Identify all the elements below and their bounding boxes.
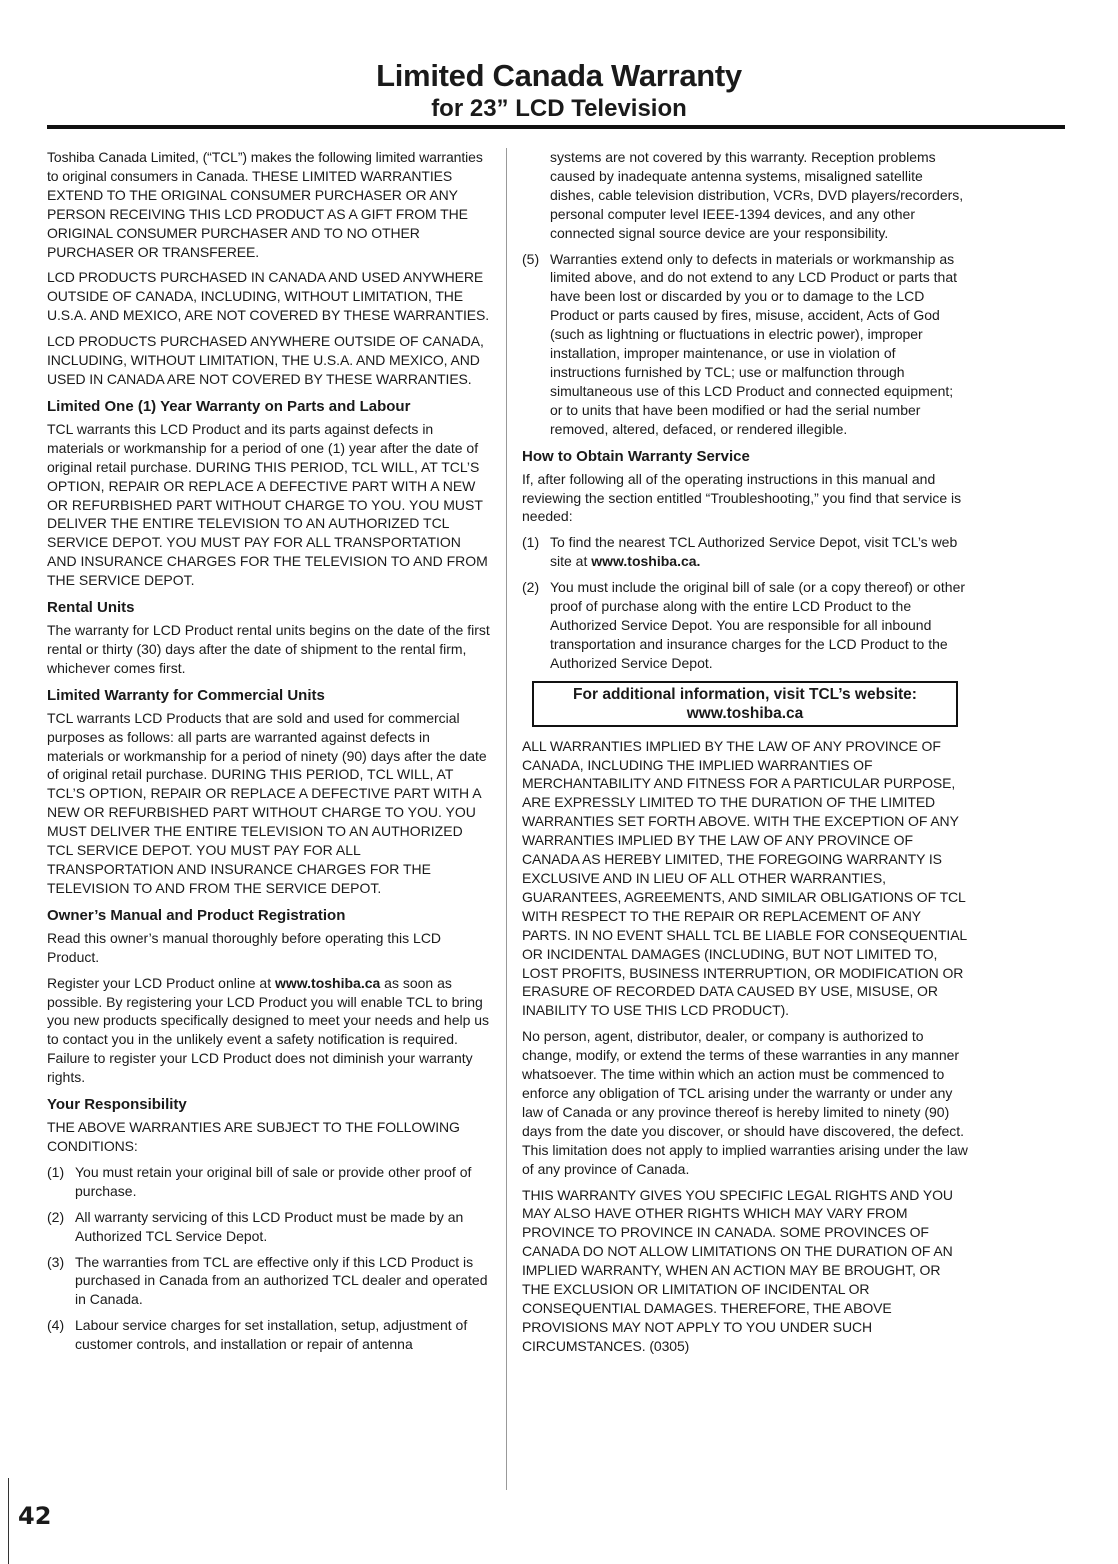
one-year-warranty-heading: Limited One (1) Year Warranty on Parts and Labour [47,397,411,415]
additional-info-label: For additional information, visit TCL’s website: [573,685,917,703]
page-title: Limited Canada Warranty [376,58,742,93]
condition-number: (3) [47,1253,65,1270]
service-step-item [522,533,968,571]
additional-info-link[interactable]: www.toshiba.ca [686,704,804,722]
commercial-units-paragraph: TCL warrants LCD Products that are sold and used for commercial purposes as follows: all parts are warranted against defects in materials or workmanship for a period of ninety (90) days after the date of original retail purchase. DURING THIS PERIOD, TCL WILL, AT TCL’S OPTION, REPAIR OR REPLACE A DEFECTIVE PART WITH A NEW OR REFURBISHED PART WITHOUT CHARGE TO YOU. YOU MUST DELIVER THE ENTIRE TELEVISION TO AN AUTHORIZED TCL SERVICE DEPOT. YOU MUST PAY FOR ALL TRANSPORTATION AND INSURANCE CHARGES FOR THE TELEVISION TO AND FROM THE SERVICE DEPOT. [47,709,487,896]
service-step-item [522,578,968,673]
responsibility-heading: Your Responsibility [47,1096,187,1114]
condition-text: Warranties extend only to defects in materials or workmanship as limited above, and do not extend to any LCD Product or parts that have been lost or discarded by you or to damage to the LCD Product or parts caused by fires, misuse, accident, Acts of God (such as lightning or fluctuations in electric power), improper installation, improper maintenance, or use in violation of instructions furnished by TCL; use or malfunction through simultaneous use of this LCD Product and connected equipment; or to units that have been modified or had the serial number removed, altered, defaced, or rendered illegible. [550,250,958,437]
service-step-text: You must include the original bill of sale (or a copy thereof) or other proof of purchase along with the entire LCD Product to the Authorized Service Depot. You are responsible for all inbound transportation and insurance charges for the LCD Product to the Authorized Service Depot. [550,579,966,671]
one-year-warranty-paragraph: TCL warrants this LCD Product and its parts against defects in materials or workmanship for a period of one (1) year after the date of original retail purchase. DURING THIS PERIOD, TCL WILL, AT TCL’S OPTION, REPAIR OR REPLACE A DEFECTIVE PART WITH A NEW OR REFURBISHED PART WITHOUT CHARGE TO YOU. YOU MUST DELIVER THE ENTIRE TELEVISION TO AN AUTHORIZED TCL SERVICE DEPOT. YOU MUST PAY FOR ALL TRANSPORTATION AND INSURANCE CHARGES FOR THE TELEVISION TO AND FROM THE SERVICE DEPOT. [47,420,488,589]
condition-text: The warranties from TCL are effective only if this LCD Product is purchased in Canada from an authorized TCL dealer and operated in Canada. [75,1253,488,1308]
toshiba-website-link[interactable]: www.toshiba.ca [275,974,381,991]
page-number-bar [8,1478,9,1564]
title-rule [47,125,1065,129]
condition-item [47,1253,490,1310]
right-column [522,148,968,1363]
condition-item [47,1208,490,1246]
condition-number: (5) [522,250,540,267]
manual-paragraph: Read this owner’s manual thoroughly before operating this LCD Product. [47,929,442,965]
condition-text: You must retain your original bill of sale or provide other proof of purchase. [75,1163,472,1199]
condition-number: (2) [47,1208,65,1225]
service-step-text: To find the nearest TCL Authorized Service Depot, visit TCL’s web site at [550,534,958,570]
service-step-number: (2) [522,579,540,596]
condition-item [47,1316,490,1354]
condition-item [522,250,968,439]
page-number: 42 [18,1502,52,1530]
register-paragraph [47,974,490,1087]
no-person-paragraph: No person, agent, distributor, dealer, or company is authorized to change, modify, or extend the terms of these warranties in any manner whatsoever. The time within which an action must be commenced to enforce any obligation of TCL arising under the warranty or under any law of Canada or any province thereof is hereby limited to ninety (90) days from the date you discover, or should have discovered, the defect. This limitation does not apply to implied warranties arising under the law of any province of Canada. [522,1028,968,1177]
toshiba-website-link[interactable]: www.toshiba.ca. [591,553,701,570]
condition-item-continued [522,148,968,243]
condition-4-continued-text: systems are not covered by this warranty. Reception problems caused by inadequate antenna systems, misaligned satellite dishes, cable television distribution, VCRs, DVD players/recorders, personal computer level IEEE-1394 devices, and any other connected signal source device are your responsibility. [550,149,964,241]
commercial-units-heading: Limited Warranty for Commercial Units [47,686,325,704]
responsibility-paragraph: THE ABOVE WARRANTIES ARE SUBJECT TO THE FOLLOWING CONDITIONS: [47,1119,460,1154]
condition-number: (4) [47,1317,65,1334]
register-text-a: Register your LCD Product online at [47,974,275,991]
condition-number: (1) [47,1163,65,1180]
left-column [47,148,490,1361]
intro-paragraph: Toshiba Canada Limited, (“TCL”) makes the following limited warranties to original consumers in Canada. THESE LIMITED WARRANTIES EXTEND TO THE ORIGINAL CONSUMER PURCHASER OR ANY PERSON RECEIVING THIS LCD PRODUCT AS A GIFT FROM THE ORIGINAL CONSUMER PURCHASER AND TO NO OTHER PURCHASER OR TRANSFEREE. [47,149,483,260]
service-step-number: (1) [522,534,540,551]
condition-text: Labour service charges for set installation, setup, adjustment of customer controls, and installation or repair of antenna [75,1317,468,1353]
rental-units-paragraph: The warranty for LCD Product rental units begins on the date of the first rental or thirty (30) days after the date of shipment to the rental firm, whichever comes first. [47,622,490,676]
obtain-service-paragraph: If, after following all of the operating instructions in this manual and reviewing the section entitled “Troubleshooting,” you find that service is needed: [522,470,962,525]
implied-warranties-paragraph: ALL WARRANTIES IMPLIED BY THE LAW OF ANY PROVINCE OF CANADA, INCLUDING THE IMPLIED WARRANTIES OF MERCHANTABILITY AND FITNESS FOR A PARTICULAR PURPOSE, ARE EXPRESSLY LIMITED TO THE DURATION OF THE LIMITED WARRANTIES SET FORTH ABOVE. WITH THE EXCEPTION OF ANY WARRANTIES IMPLIED BY THE LAW OF ANY PROVINCE OF CANADA AS HEREBY LIMITED, THE FOREGOING WARRANTY IS EXCLUSIVE AND IN LIEU OF ALL OTHER WARRANTIES, GUARANTEES, AGREEMENTS, AND SIMILAR OBLIGATIONS OF TCL WITH RESPECT TO THE REPAIR OR REPLACEMENT OF ANY PARTS. IN NO EVENT SHALL TCL BE LIABLE FOR CONSEQUENTIAL OR INCIDENTAL DAMAGES (INCLUDING, BUT NOT LIMITED TO, LOST PROFITS, BUSINESS INTERRUPTION, OR MODIFICATION OR ERASURE OF RECORDED DATA CAUSED BY USE, MISUSE, OR INABILITY TO USE THIS LCD PRODUCT). [522,737,967,1019]
page-subtitle: for 23” LCD Television [431,95,687,122]
outside-purchase-paragraph: LCD PRODUCTS PURCHASED ANYWHERE OUTSIDE OF CANADA, INCLUDING, WITHOUT LIMITATION, THE U.S.A. AND MEXICO, AND USED IN CANADA ARE NOT COVERED BY THESE WARRANTIES. [47,333,484,387]
obtain-service-heading: How to Obtain Warranty Service [522,447,750,465]
rental-units-heading: Rental Units [47,599,135,617]
condition-text: All warranty servicing of this LCD Product must be made by an Authorized TCL Service Depot. [75,1208,464,1244]
canada-use-paragraph: LCD PRODUCTS PURCHASED IN CANADA AND USED ANYWHERE OUTSIDE OF CANADA, INCLUDING, WITHOUT LIMITATION, THE U.S.A. AND MEXICO, ARE NOT COVERED BY THESE WARRANTIES. [47,269,490,324]
manual-registration-heading: Owner’s Manual and Product Registration [47,906,346,924]
register-text-b: as soon as possible. By registering your LCD Product you will enable TCL to bring you new products specifically designed to meet your needs and help us to contact you in the unlikely event a safety notification is required. Failure to register your LCD Product does not diminish your warranty rights. [47,974,490,1086]
legal-rights-paragraph: THIS WARRANTY GIVES YOU SPECIFIC LEGAL RIGHTS AND YOU MAY ALSO HAVE OTHER RIGHTS WHICH MAY VARY FROM PROVINCE TO PROVINCE IN CANADA. SOME PROVINCES OF CANADA DO NOT ALLOW LIMITATIONS ON THE DURATION OF AN IMPLIED WARRANTY, WHEN AN ACTION MAY BE BROUGHT, OR THE EXCLUSION OR LIMITATION OF INCIDENTAL OR CONSEQUENTIAL DAMAGES. THEREFORE, THE ABOVE PROVISIONS MAY NOT APPLY TO YOU UNDER SUCH CIRCUMSTANCES. (0305) [522,1186,953,1354]
column-divider [506,148,507,1490]
condition-item [47,1163,490,1201]
additional-info-box [532,681,958,727]
